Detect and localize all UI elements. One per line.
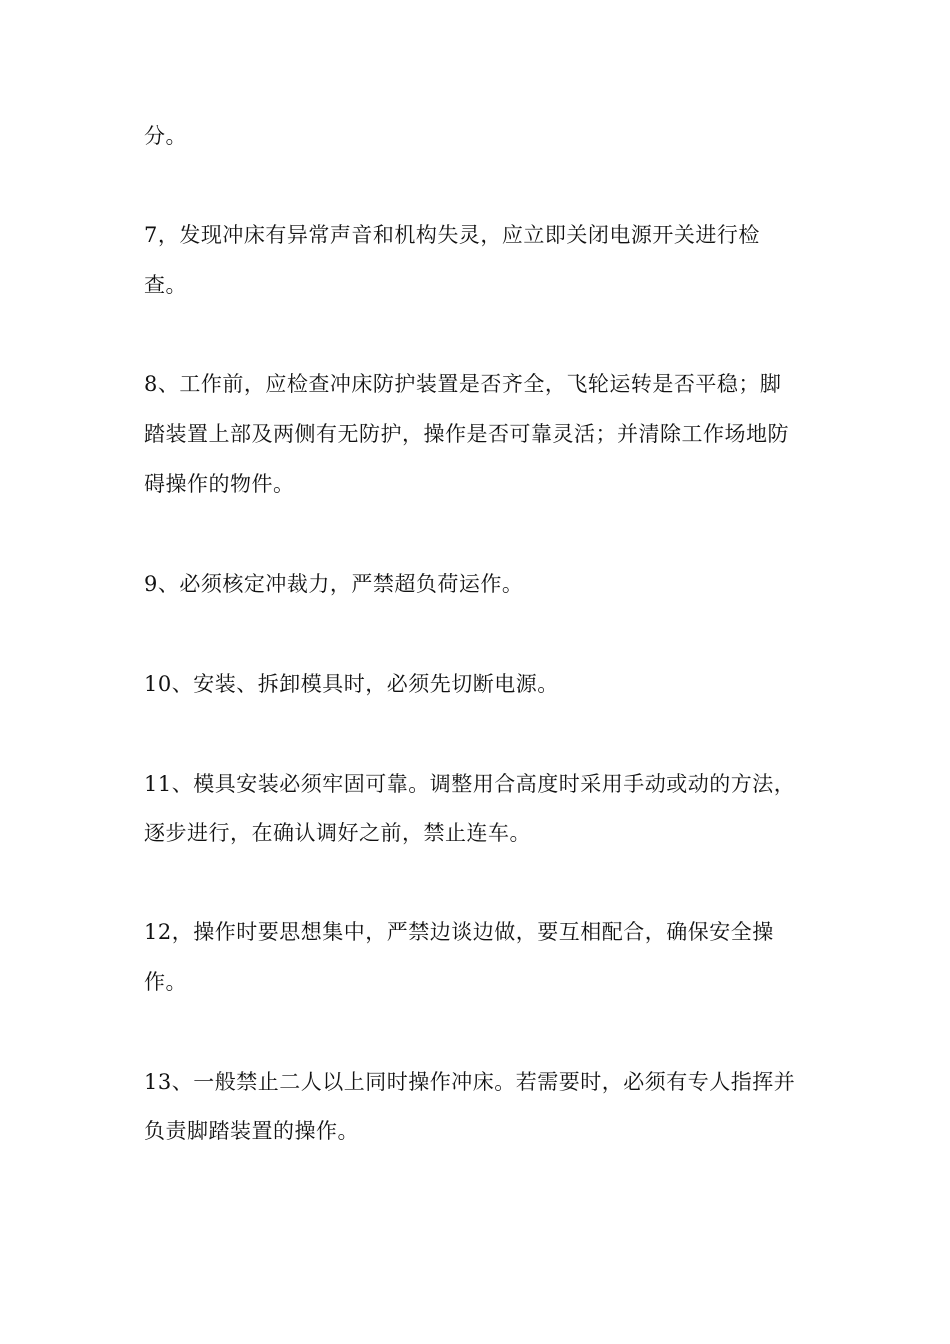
paragraph-line: 作。 [144,970,187,994]
paragraph-line: 踏装置上部及两侧有无防护，操作是否可靠灵活；并清除工作场地防 [144,422,789,446]
paragraph-line: 10、安装、拆卸模具时，必须先切断电源。 [144,672,559,696]
paragraph-line: 12，操作时要思想集中，严禁边谈边做，要互相配合，确保安全操 [144,920,774,944]
paragraph-line: 负责脚踏装置的操作。 [144,1119,359,1143]
paragraph-line: 13、一般禁止二人以上同时操作冲床。若需要时，必须有专人指挥并 [144,1070,796,1094]
paragraph-line: 分。 [144,124,187,148]
paragraph-line: 碍操作的物件。 [144,472,295,496]
paragraph-line: 查。 [144,273,187,297]
paragraph-line: 11、模具安装必须牢固可靠。调整用合高度时采用手动或动的方法， [144,772,796,796]
paragraph-line: 8、工作前，应检查冲床防护装置是否齐全，飞轮运转是否平稳；脚 [144,372,782,396]
paragraph-line: 9、必须核定冲裁力，严禁超负荷运作。 [144,572,524,596]
paragraph-line: 逐步进行，在确认调好之前，禁止连车。 [144,821,531,845]
paragraph-line: 7，发现冲床有异常声音和机构失灵，应立即关闭电源开关进行检 [144,223,760,247]
